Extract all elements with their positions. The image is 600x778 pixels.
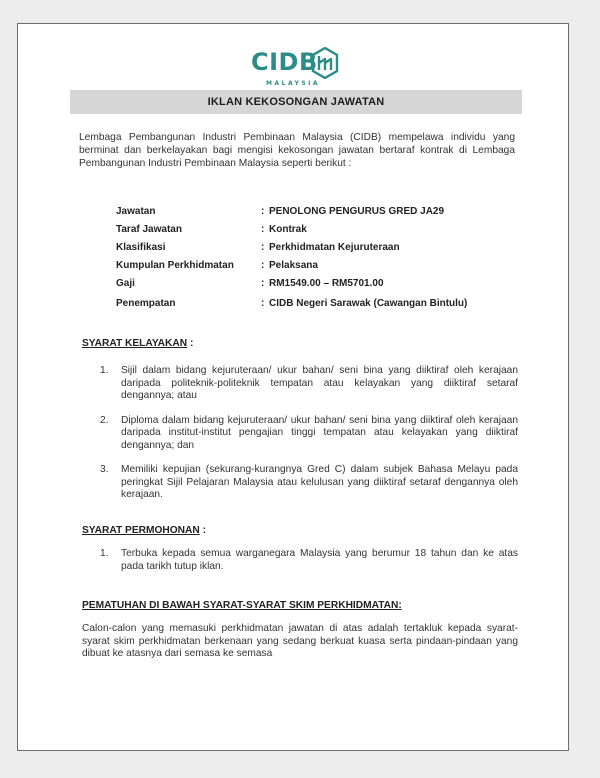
detail-row bbox=[116, 239, 467, 257]
detail-row bbox=[116, 203, 467, 221]
detail-row bbox=[116, 221, 467, 239]
list-number: 1. bbox=[100, 548, 109, 559]
detail-label: Kumpulan Perkhidmatan bbox=[116, 260, 234, 271]
detail-label: Taraf Jawatan bbox=[116, 224, 182, 235]
syarat-kelayakan-list bbox=[98, 365, 518, 502]
detail-separator: : bbox=[261, 278, 265, 289]
list-item bbox=[98, 548, 518, 573]
detail-separator: : bbox=[261, 298, 265, 309]
intro-paragraph: Lembaga Pembangunan Industri Pembinaan Malaysia (CIDB) mempelawa individu yang berminat dan berkelayakan bagi mengisi kekosongan jawatan bertaraf kontrak di Lembaga Pembangunan Industri Pembinaan Malaysia seperti berikut : bbox=[79, 132, 515, 169]
list-number: 2. bbox=[100, 414, 109, 426]
detail-separator: : bbox=[261, 206, 265, 217]
heading-text: SYARAT KELAYAKAN bbox=[82, 338, 188, 349]
page-title: IKLAN KEKOSONGAN JAWATAN bbox=[70, 90, 522, 114]
detail-row bbox=[116, 275, 467, 293]
detail-separator: : bbox=[261, 224, 265, 235]
detail-label: Gaji bbox=[116, 278, 135, 289]
list-item bbox=[98, 365, 518, 403]
detail-value: PENOLONG PENGURUS GRED JA29 bbox=[269, 206, 445, 217]
detail-label: Penempatan bbox=[116, 298, 176, 309]
job-details-table bbox=[116, 203, 467, 313]
heading-colon: : bbox=[202, 525, 206, 536]
detail-row bbox=[116, 293, 467, 313]
detail-row bbox=[116, 257, 467, 275]
detail-separator: : bbox=[261, 260, 265, 271]
detail-label: Jawatan bbox=[116, 206, 156, 217]
list-item bbox=[98, 415, 518, 453]
heading-text: PEMATUHAN DI BAWAH SYARAT-SYARAT SKIM PERKHIDMATAN bbox=[82, 600, 399, 611]
logo-subtitle: MALAYSIA bbox=[266, 80, 321, 87]
list-text: Memiliki kepujian (sekurang-kurangnya Gred C) dalam subjek Bahasa Melayu pada peringkat Sijil Pelajaran Malaysia atau kelulusan yang diiktiraf setaraf dengannya oleh kerajaan. bbox=[121, 464, 518, 500]
detail-value: Pelaksana bbox=[269, 260, 318, 271]
list-text: Diploma dalam bidang kejuruteraan/ ukur bahan/ seni bina yang diiktiraf oleh kerajaan daripada institut-institut pengajian tinggi tempatan atau kelayakan yang diiktiraf dengannya; dan bbox=[121, 414, 518, 451]
detail-value: CIDB Negeri Sarawak (Cawangan Bintulu) bbox=[269, 298, 468, 309]
heading-text: SYARAT PERMOHONAN bbox=[82, 525, 200, 536]
list-item bbox=[98, 464, 518, 502]
detail-label: Klasifikasi bbox=[116, 242, 166, 253]
cidb-logo-mark-icon bbox=[311, 47, 339, 79]
syarat-kelayakan-heading bbox=[82, 338, 193, 349]
syarat-permohonan-list bbox=[98, 548, 518, 573]
heading-colon: : bbox=[398, 600, 402, 611]
heading-colon: : bbox=[189, 338, 194, 349]
detail-value: RM1549.00 – RM5701.00 bbox=[269, 278, 384, 289]
detail-value: Kontrak bbox=[269, 224, 307, 235]
logo-wordmark: CIDB bbox=[251, 48, 318, 76]
list-number: 1. bbox=[100, 365, 109, 376]
list-text: Sijil dalam bidang kejuruteraan/ ukur bahan/ seni bina yang diiktiraf oleh kerajaan daripada politeknik-politeknik tempatan atau kelayakan yang diiktiraf setaraf dengannya; atau bbox=[121, 365, 518, 401]
list-text: Terbuka kepada semua warganegara Malaysia yang berumur 18 tahun dan ke atas pada tarikh tutup iklan. bbox=[121, 548, 518, 572]
detail-separator: : bbox=[261, 242, 265, 253]
syarat-permohonan-heading bbox=[82, 525, 206, 536]
pematuhan-paragraph: Calon-calon yang memasuki perkhidmatan jawatan di atas adalah tertakluk kepada syarat- syarat skim perkhidmatan berkenaan yang sedang berkuat kuasa serta pindaan-pindaan yang dibuat ke atasnya dari semasa ke semasa bbox=[82, 623, 518, 659]
document-page bbox=[17, 23, 569, 751]
list-number: 3. bbox=[100, 464, 109, 475]
pematuhan-heading bbox=[82, 600, 402, 611]
detail-value: Perkhidmatan Kejuruteraan bbox=[269, 242, 400, 253]
